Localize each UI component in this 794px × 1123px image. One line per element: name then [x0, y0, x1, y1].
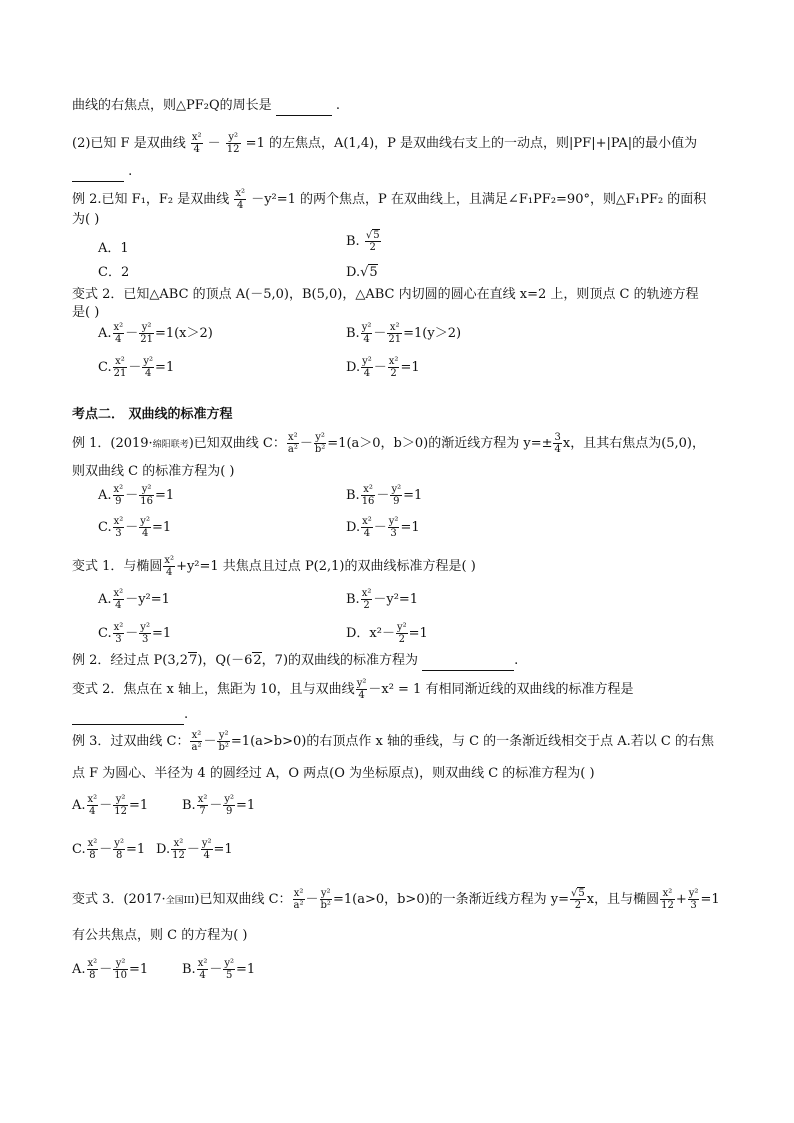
answer-blank [72, 167, 124, 182]
text-line: 例 3．过双曲线 C： $\frac{\text{x²}}{\text{a²}}$ － $\frac{\text{y²}}{\text{b²}}$ =1(a>b>0)的右顶点作 x 轴的垂线，与 C 的一条渐近线相交于点 A.若以 C 的右焦 [72, 730, 715, 753]
option-c: C. $\frac{\text{x²}}{3}$ － $\frac{\text{y²}}{4}$ =1 [98, 516, 172, 539]
text: . [128, 164, 133, 179]
text-line: 例 2．经过点 P(3,27)，Q(－62，7)的双曲线的标准方程为 . [72, 651, 732, 671]
option-a: A. $\frac{\text{x²}}{4}$ － $\frac{\text{y²}}{12}$ =1 [72, 794, 149, 817]
text-line [72, 188, 732, 211]
option-c: C. $\frac{\text{x²}}{21}$ － $\frac{\text{y²}}{4}$ =1 [98, 356, 175, 379]
option-a: A. $\frac{\text{x²}}{9}$ － $\frac{\text{y²}}{16}$ =1 [98, 484, 175, 507]
text: 是( ) [72, 305, 100, 320]
text: － [207, 136, 221, 151]
text-line: 则双曲线 C 的标准方程为( ) [72, 464, 235, 479]
fraction: $\frac{\text{x²}}{4}$ [191, 132, 202, 155]
text: －y²=1 的两个焦点，P 在双曲线上，且满足∠F₁PF₂=90°，则△F₁PF₂ 的面积 [251, 192, 707, 207]
text: . [335, 98, 341, 113]
text: =1 的左焦点，A(1,4)，P 是双曲线右支上的一动点，则|PF|+|PA|的最小值为 [245, 136, 698, 151]
text: (2)已知 F 是双曲线 [72, 136, 186, 151]
text-line [72, 285, 732, 305]
fraction: $\frac{\text{y²}}{12}$ [226, 132, 240, 155]
text-line: . [72, 705, 732, 725]
fraction: $\frac{\text{x²}}{4}$ [235, 188, 246, 211]
option-b: B. $\frac{\text{x²}}{4}$ － $\frac{\text{y²}}{5}$ =1 [182, 958, 256, 981]
text-line: 点 F 为圆心、半径为 4 的圆经过 A，O 两点(O 为坐标原点)，则双曲线 C 的标准方程为( ) [72, 766, 595, 781]
text-line [72, 132, 732, 155]
option-b: B. $\frac{\text{x²}}{2}$ －y²=1 [346, 588, 419, 611]
text-line [72, 303, 732, 323]
text-line: 变式 3．(2017·全国III)已知双曲线 C： $\frac{\text{x²}}{\text{a²}}$ － $\frac{\text{y²}}{\text{b²}}$ =1(a>0，b>0)的一条渐近线方程为 y= $\frac{√5}{2}$ x，且与椭圆 $\frac{\text{x²}}{12}$ + $\frac{\text{y²}}{3}$ =1 [72, 888, 720, 911]
option-a: A. $\frac{\text{x²}}{8}$ － $\frac{\text{y²}}{10}$ =1 [72, 958, 149, 981]
text: 例 2.已知 F₁，F₂ 是双曲线 [72, 192, 230, 207]
section-heading: 考点二． 双曲线的标准方程 [72, 407, 233, 422]
option-c: C. $\frac{\text{x²}}{3}$ － $\frac{\text{y²}}{3}$ =1 [98, 622, 172, 645]
option-d: D. $\frac{\text{x²}}{4}$ － $\frac{\text{y²}}{3}$ =1 [346, 516, 420, 539]
text-line: 例 1．(2019·绵阳联考)已知双曲线 C： $\frac{\text{x²}}{\text{a²}}$ － $\frac{\text{y²}}{\text{b²}}$ =1(a＞0，b＞0)的渐近线方程为 y=± $\frac{3}{4}$ x，且其右焦点为(5,0)， [72, 432, 706, 455]
text: 曲线的右焦点，则△PF₂Q的周长是 [72, 98, 272, 113]
text-line [72, 162, 732, 182]
text-line [72, 210, 732, 230]
option-c: C. $\frac{\text{x²}}{8}$ － $\frac{\text{y²}}{8}$ =1 [72, 838, 146, 861]
option-b: B. $\frac{\text{x²}}{16}$ － $\frac{\text{y²}}{9}$ =1 [346, 484, 423, 507]
option-b: B. $\frac{\text{y²}}{4}$ － $\frac{\text{x²}}{21}$ =1(y＞2) [346, 322, 462, 345]
text-line: 有公共焦点，则 C 的方程为( ) [72, 928, 248, 943]
option-c: C．2 [98, 265, 130, 280]
option-d: D. $\frac{\text{y²}}{4}$ － $\frac{\text{x²}}{2}$ =1 [346, 356, 420, 379]
option-b: B. $\frac{√5}{2}$ [346, 230, 380, 253]
text: 为( ) [72, 212, 100, 227]
option-d: D．x²－ $\frac{\text{y²}}{2}$ =1 [346, 622, 428, 645]
option-d: D. $\frac{\text{x²}}{12}$ － $\frac{\text{y²}}{4}$ =1 [156, 838, 233, 861]
text: 变式 2．已知△ABC 的顶点 A(－5,0)，B(5,0)，△ABC 内切圆的圆心在直线 x=2 上，则顶点 C 的轨迹方程 [72, 287, 699, 302]
text-line: 变式 1．与椭圆 $\frac{\text{x²}}{4}$ +y²=1 共焦点且过点 P(2,1)的双曲线标准方程是( ) [72, 555, 476, 578]
answer-blank [72, 710, 184, 725]
option-b: B. $\frac{\text{x²}}{7}$ － $\frac{\text{y²}}{9}$ =1 [182, 794, 256, 817]
text-line: 变式 2．焦点在 x 轴上，焦距为 10，且与双曲线 $\frac{\text{y²}}{4}$ －x² = 1 有相同渐近线的双曲线的标准方程是 [72, 678, 634, 701]
option-a: A. $\frac{\text{x²}}{4}$ － $\frac{\text{y²}}{21}$ =1(x＞2) [98, 322, 213, 345]
option-a: A. $\frac{\text{x²}}{4}$ －y²=1 [98, 588, 170, 611]
option-d: D.√5 [346, 265, 378, 280]
option-a: A．1 [98, 241, 129, 256]
answer-blank [276, 101, 332, 116]
text-line [72, 96, 732, 116]
answer-blank [422, 656, 514, 671]
